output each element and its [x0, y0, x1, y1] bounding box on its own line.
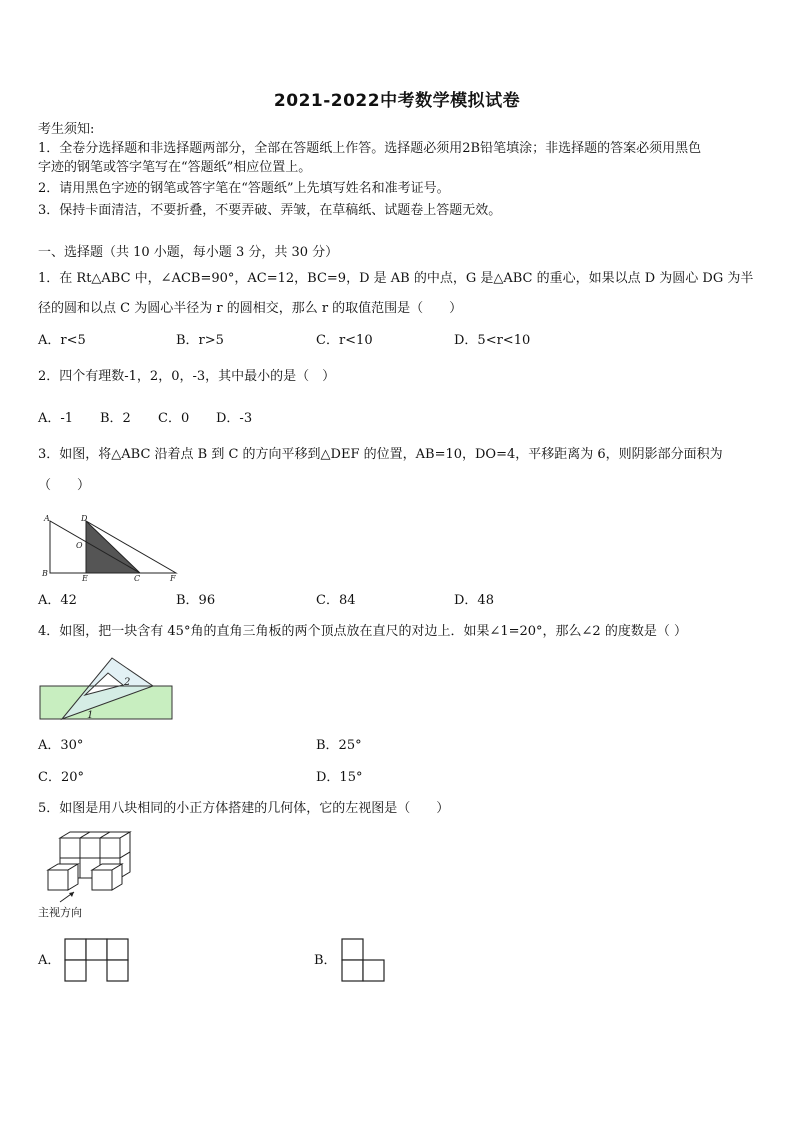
q1-option-c[interactable]: C．r<10 — [316, 333, 373, 348]
q2-option-c[interactable]: C．0 — [158, 411, 190, 426]
q5-option-b-figure[interactable] — [340, 938, 388, 984]
view-direction-caption: 主视方向 — [38, 906, 82, 919]
q2-option-a[interactable]: A．-1 — [38, 411, 74, 426]
q1-option-b[interactable]: B．r>5 — [176, 333, 224, 348]
q1-text-line-2: 径的圆和以点 C 为圆心半径为 r 的圆相交，那么 r 的取值范围是（ ） — [38, 301, 463, 316]
q2-option-b[interactable]: B．2 — [100, 411, 131, 426]
section-heading: 一、选择题（共 10 小题，每小题 3 分，共 30 分） — [38, 245, 339, 260]
label-d: D — [81, 514, 88, 523]
page-title: 2021-2022中考数学模拟试卷 — [273, 91, 521, 111]
angle-2-label: 2 — [124, 677, 131, 688]
q1-option-a[interactable]: A．r<5 — [38, 333, 86, 348]
q3-option-a[interactable]: A．42 — [38, 593, 77, 608]
q5-option-b[interactable]: B． — [314, 953, 337, 968]
q3-option-b[interactable]: B．96 — [176, 593, 216, 608]
notice-line-4: 3．保持卡面清洁，不要折叠，不要弄破、弄皱，在草稿纸、试题卷上答题无效。 — [38, 203, 502, 218]
angle-1-label: 1 — [87, 710, 94, 721]
q4-option-d[interactable]: D．15° — [316, 770, 363, 785]
q4-ruler-triangle-figure — [38, 655, 178, 723]
notice-line-2: 字迹的钢笔或答字笔写在“答题纸”相应位置上。 — [38, 160, 312, 175]
q1-option-d[interactable]: D．5<r<10 — [454, 333, 531, 348]
q5-option-a[interactable]: A． — [38, 953, 61, 968]
q4-text: 4．如图，把一块含有 45°角的直角三角板的两个顶点放在直尺的对边上．如果∠1=20°，那么∠2 的度数是（ ） — [38, 624, 687, 639]
q2-text: 2．四个有理数-1，2，0，-3，其中最小的是（ ） — [38, 369, 336, 384]
label-b: B — [42, 569, 48, 578]
q4-option-b[interactable]: B．25° — [316, 738, 362, 753]
label-c: C — [134, 574, 141, 583]
q5-option-a-figure[interactable] — [64, 938, 132, 982]
label-e: E — [82, 574, 88, 583]
notice-heading: 考生须知: — [38, 122, 95, 137]
notice-line-3: 2．请用黑色字迹的钢笔或答字笔在“答题纸”上先填写姓名和准考证号。 — [38, 181, 450, 196]
q3-option-c[interactable]: C．84 — [316, 593, 356, 608]
q3-text-line-2: （ ） — [38, 478, 91, 493]
q2-option-d[interactable]: D．-3 — [216, 411, 253, 426]
label-f: F — [170, 574, 176, 583]
q5-cube-stack-figure — [40, 832, 140, 904]
q3-text-line-1: 3．如图，将△ABC 沿着点 B 到 C 的方向平移到△DEF 的位置，AB=10，DO=4，平移距离为 6，则阴影部分面积为 — [38, 447, 723, 462]
q3-translation-figure — [36, 510, 186, 582]
label-a: A — [44, 514, 50, 523]
label-o: O — [76, 541, 83, 550]
q4-option-a[interactable]: A．30° — [38, 738, 84, 753]
q4-option-c[interactable]: C．20° — [38, 770, 84, 785]
q5-text: 5．如图是用八块相同的小正方体搭建的几何体，它的左视图是（ ） — [38, 801, 450, 816]
q1-text-line-1: 1．在 Rt△ABC 中，∠ACB=90°，AC=12，BC=9，D 是 AB 的中点，G 是△ABC 的重心，如果以点 D 为圆心 DG 为半 — [38, 271, 754, 286]
q3-option-d[interactable]: D．48 — [454, 593, 494, 608]
notice-line-1: 1．全卷分选择题和非选择题两部分，全部在答题纸上作答。选择题必须用2B铅笔填涂；非选择题的答案必须用黑色 — [38, 141, 702, 156]
